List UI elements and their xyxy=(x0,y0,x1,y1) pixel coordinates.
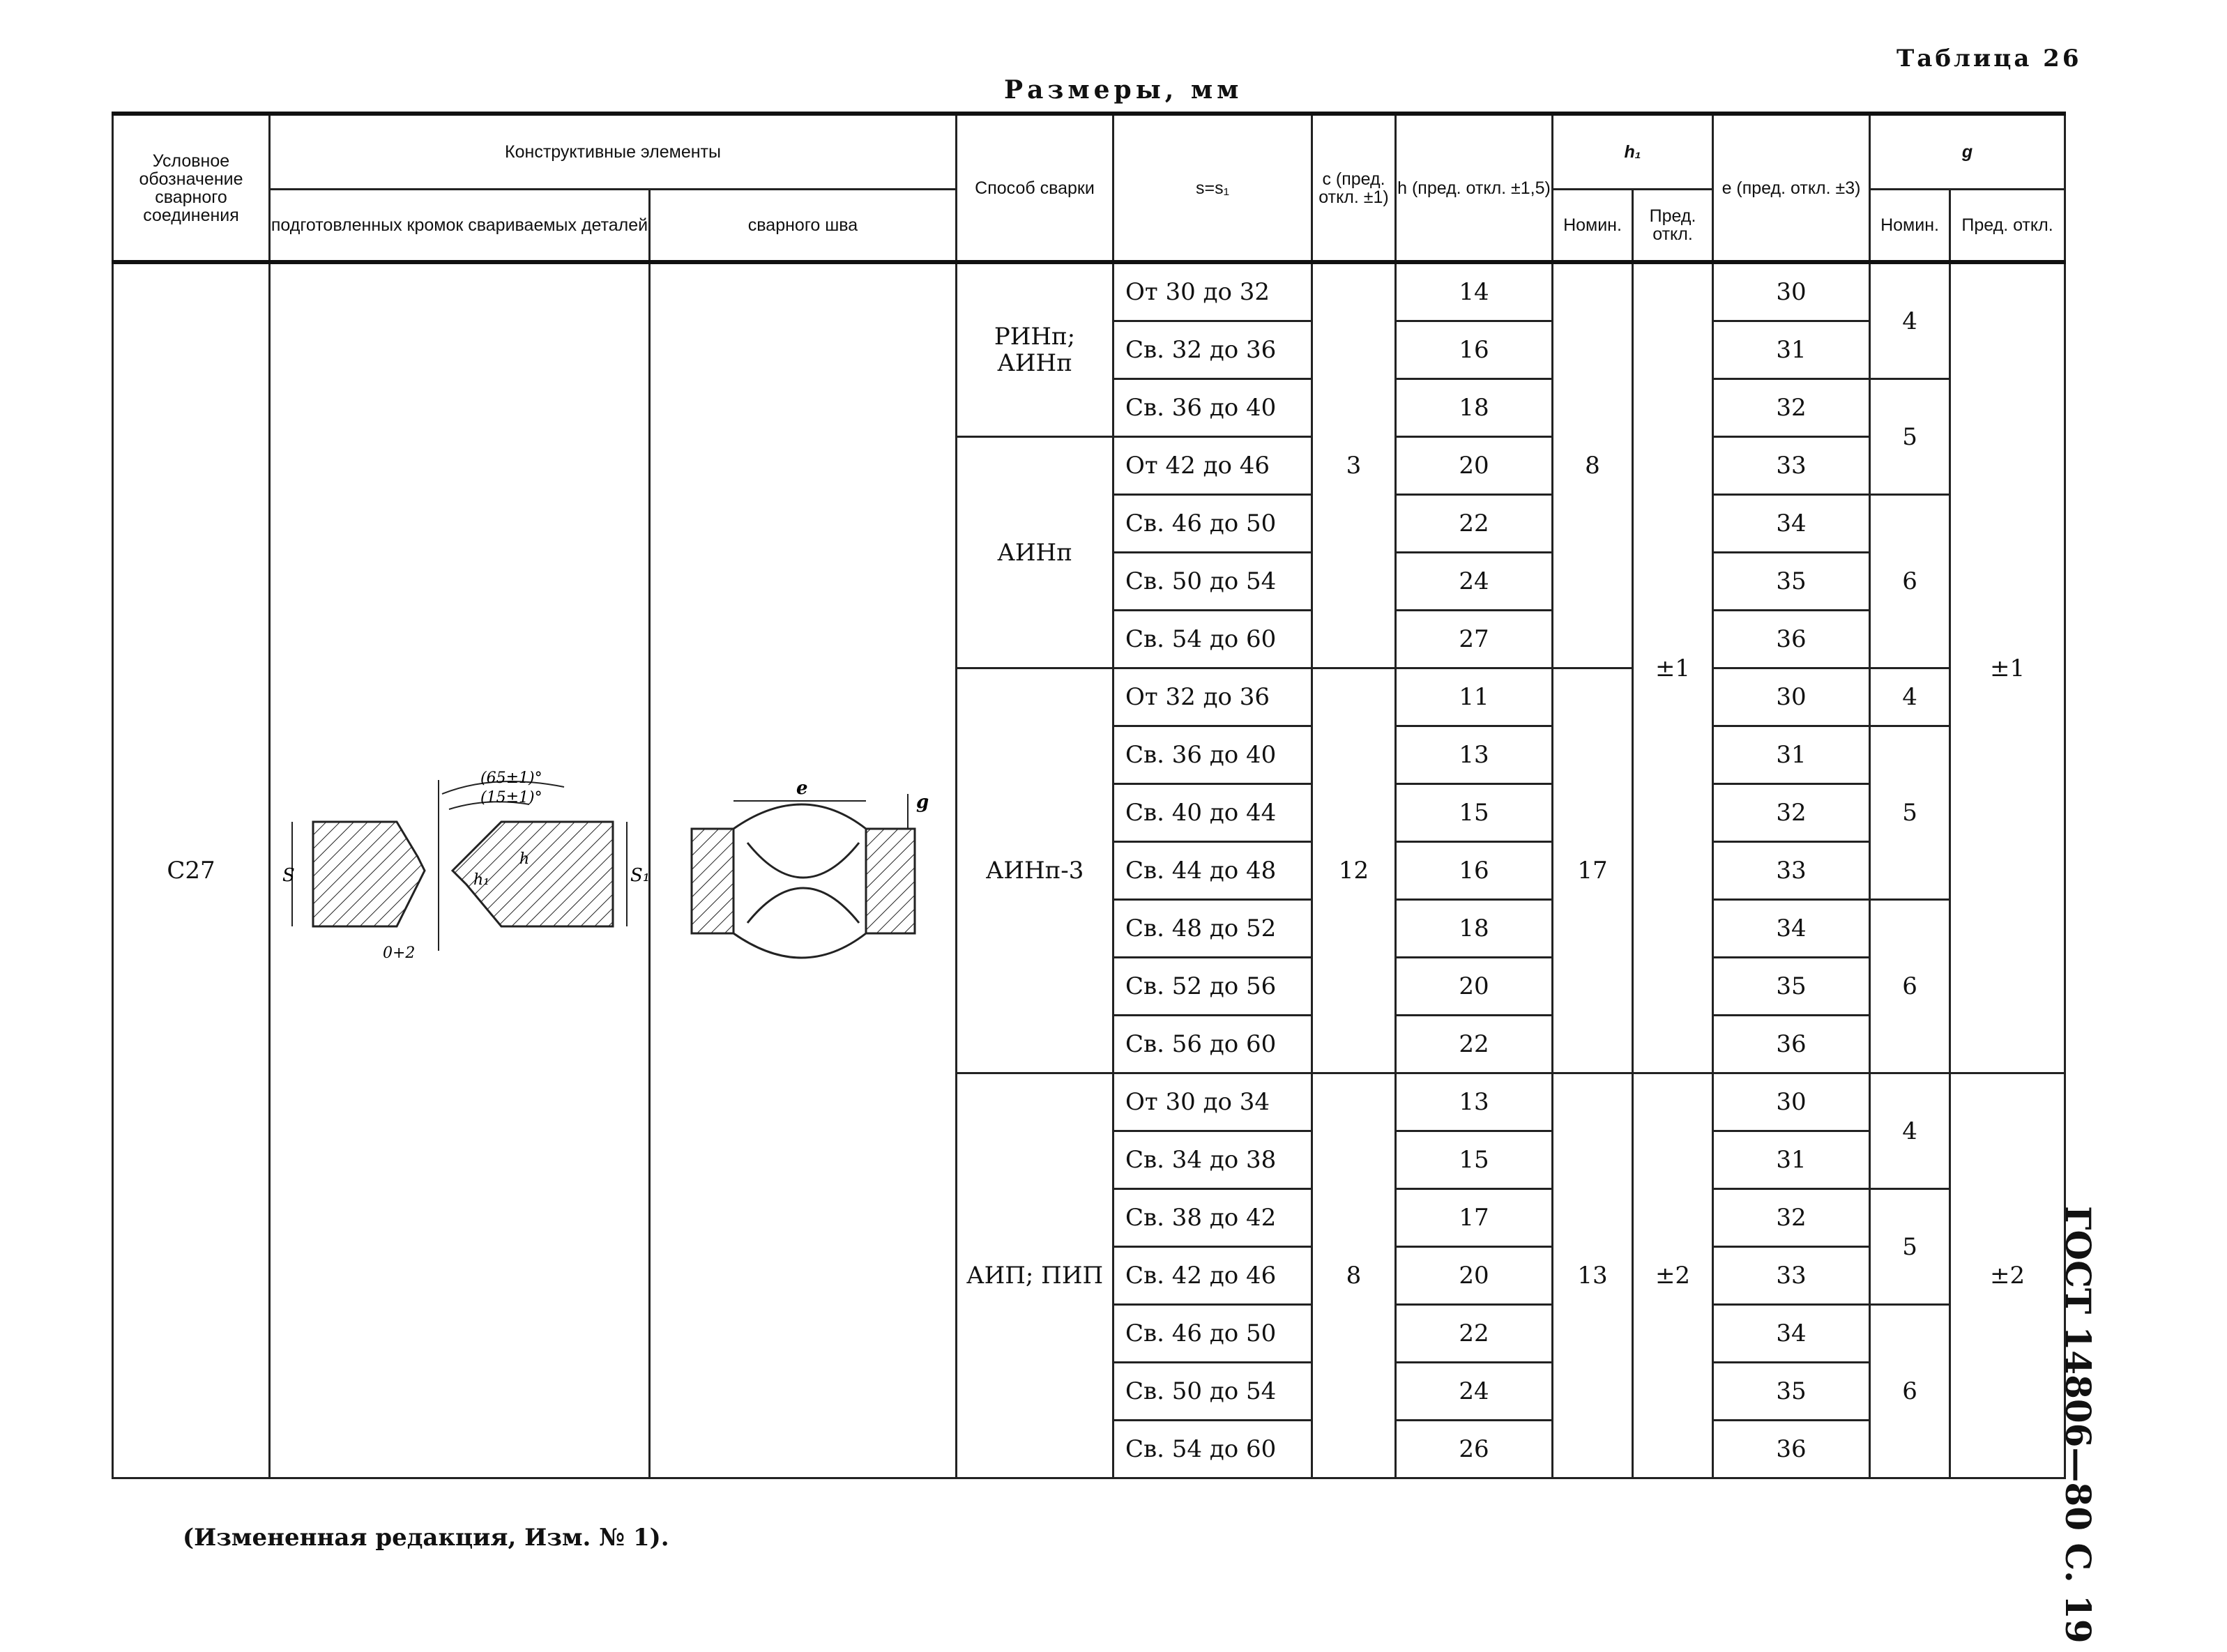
h-value-cell: 22 xyxy=(1396,1016,1553,1073)
h-value-cell: 15 xyxy=(1396,784,1553,842)
s-range-cell: Св. 42 до 46 xyxy=(1114,1247,1312,1305)
e-value-cell: 31 xyxy=(1713,1131,1870,1189)
header-e: e (пред. откл. ±3) xyxy=(1713,114,1870,262)
edges-sketch-cell xyxy=(270,262,650,1478)
header-h: h (пред. откл. ±1,5) xyxy=(1396,114,1553,262)
header-h1: h₁ xyxy=(1553,114,1713,190)
weld-seam-drawing xyxy=(657,766,950,975)
e-value-cell: 34 xyxy=(1713,900,1870,958)
s-range-cell: Св. 44 до 48 xyxy=(1114,842,1312,900)
e-value-cell: 30 xyxy=(1713,668,1870,726)
header-h1-nom: Номин. xyxy=(1553,190,1633,263)
e-value-cell: 36 xyxy=(1713,1421,1870,1478)
e-value-cell: 36 xyxy=(1713,611,1870,668)
sketch-label-gap: 0+2 xyxy=(383,944,416,962)
g-nom-cell: 6 xyxy=(1870,1305,1950,1478)
e-value-cell: 33 xyxy=(1713,842,1870,900)
h-value-cell: 24 xyxy=(1396,553,1553,611)
h-value-cell: 15 xyxy=(1396,1131,1553,1189)
e-value-cell: 30 xyxy=(1713,1073,1870,1131)
e-value-cell: 32 xyxy=(1713,379,1870,437)
h-value-cell: 20 xyxy=(1396,437,1553,495)
g-nom-cell: 5 xyxy=(1870,379,1950,495)
h-value-cell: 17 xyxy=(1396,1189,1553,1247)
e-value-cell: 34 xyxy=(1713,1305,1870,1363)
h1-nom-cell: 8 xyxy=(1553,262,1633,668)
s-range-cell: От 30 до 32 xyxy=(1114,262,1312,321)
method-cell: АИНп-3 xyxy=(957,668,1114,1073)
sketch-label-angle-inner: (15±1)° xyxy=(480,789,542,806)
g-nom-cell: 4 xyxy=(1870,1073,1950,1189)
header-method: Способ сварки xyxy=(957,114,1114,262)
s-range-cell: Св. 36 до 40 xyxy=(1114,379,1312,437)
g-nom-cell: 4 xyxy=(1870,262,1950,379)
s-range-cell: От 30 до 34 xyxy=(1114,1073,1312,1131)
header-s: s=s₁ xyxy=(1114,114,1312,262)
header-g-tol: Пред. откл. xyxy=(1950,190,2065,263)
method-cell: АИП; ПИП xyxy=(957,1073,1114,1478)
s-range-cell: Св. 38 до 42 xyxy=(1114,1189,1312,1247)
c-value-cell: 8 xyxy=(1312,1073,1396,1478)
e-value-cell: 36 xyxy=(1713,1016,1870,1073)
g-nom-cell: 5 xyxy=(1870,1189,1950,1305)
h-value-cell: 13 xyxy=(1396,726,1553,784)
g-nom-cell: 6 xyxy=(1870,900,1950,1073)
h-value-cell: 16 xyxy=(1396,842,1553,900)
h-value-cell: 22 xyxy=(1396,1305,1553,1363)
side-standard-label: ГОСТ 14806—80 С. 19 xyxy=(2058,1206,2099,1644)
s-range-cell: Св. 46 до 50 xyxy=(1114,1305,1312,1363)
e-value-cell: 34 xyxy=(1713,495,1870,553)
g-nom-cell: 6 xyxy=(1870,495,1950,668)
sketch-label-e: e xyxy=(796,778,808,799)
e-value-cell: 31 xyxy=(1713,321,1870,379)
e-value-cell: 32 xyxy=(1713,784,1870,842)
sketch-label-h1: h₁ xyxy=(473,871,489,889)
s-range-cell: От 42 до 46 xyxy=(1114,437,1312,495)
s-range-cell: Св. 48 до 52 xyxy=(1114,900,1312,958)
e-value-cell: 35 xyxy=(1713,958,1870,1016)
table-number: Таблица 26 xyxy=(1897,45,2082,72)
s-range-cell: Св. 46 до 50 xyxy=(1114,495,1312,553)
s-range-cell: Св. 34 до 38 xyxy=(1114,1131,1312,1189)
header-g: g xyxy=(1870,114,2065,190)
h-value-cell: 18 xyxy=(1396,900,1553,958)
c-value-cell: 12 xyxy=(1312,668,1396,1073)
h-value-cell: 11 xyxy=(1396,668,1553,726)
g-tol-cell: ±1 xyxy=(1950,262,2065,1073)
method-cell: АИНп xyxy=(957,437,1114,668)
s-range-cell: Св. 56 до 60 xyxy=(1114,1016,1312,1073)
h-value-cell: 24 xyxy=(1396,1363,1553,1421)
h1-tol-cell: ±2 xyxy=(1633,1073,1713,1478)
h-value-cell: 26 xyxy=(1396,1421,1553,1478)
sketch-label-s: S xyxy=(282,865,295,886)
sketch-label-s1: S₁ xyxy=(630,865,651,886)
e-value-cell: 31 xyxy=(1713,726,1870,784)
h-value-cell: 20 xyxy=(1396,1247,1553,1305)
h1-nom-cell: 17 xyxy=(1553,668,1633,1073)
c-value-cell: 3 xyxy=(1312,262,1396,668)
e-value-cell: 33 xyxy=(1713,1247,1870,1305)
h-value-cell: 18 xyxy=(1396,379,1553,437)
header-g-nom: Номин. xyxy=(1870,190,1950,263)
s-range-cell: Св. 50 до 54 xyxy=(1114,553,1312,611)
header-weld: сварного шва xyxy=(650,190,957,263)
s-range-cell: Св. 54 до 60 xyxy=(1114,611,1312,668)
weld-dimensions-table xyxy=(112,112,2066,1479)
method-cell: РИНп; АИНп xyxy=(957,262,1114,437)
header-edges: подготовленных кромок свариваемых деталей xyxy=(270,190,650,263)
g-nom-cell: 4 xyxy=(1870,668,1950,726)
sketch-label-angle-outer: (65±1)° xyxy=(480,770,542,787)
h-value-cell: 13 xyxy=(1396,1073,1553,1131)
header-c: c (пред. откл. ±1) xyxy=(1312,114,1396,262)
s-range-cell: Св. 36 до 40 xyxy=(1114,726,1312,784)
s-range-cell: Св. 52 до 56 xyxy=(1114,958,1312,1016)
s-range-cell: Св. 32 до 36 xyxy=(1114,321,1312,379)
s-range-cell: Св. 50 до 54 xyxy=(1114,1363,1312,1421)
e-value-cell: 32 xyxy=(1713,1189,1870,1247)
h-value-cell: 16 xyxy=(1396,321,1553,379)
e-value-cell: 35 xyxy=(1713,553,1870,611)
dimensions-caption: Размеры, мм xyxy=(1004,75,1243,105)
s-range-cell: Св. 40 до 44 xyxy=(1114,784,1312,842)
weld-sketch-cell xyxy=(650,262,957,1478)
header-construct: Конструктивные элементы xyxy=(270,114,957,190)
e-value-cell: 33 xyxy=(1713,437,1870,495)
sketch-label-h: h xyxy=(519,850,530,868)
joint-code: С27 xyxy=(113,262,270,1478)
h-value-cell: 14 xyxy=(1396,262,1553,321)
s-range-cell: От 32 до 36 xyxy=(1114,668,1312,726)
h-value-cell: 27 xyxy=(1396,611,1553,668)
s-range-cell: Св. 54 до 60 xyxy=(1114,1421,1312,1478)
sketch-label-g: g xyxy=(915,792,929,813)
e-value-cell: 30 xyxy=(1713,262,1870,321)
footnote: (Измененная редакция, Изм. № 1). xyxy=(183,1524,669,1552)
g-nom-cell: 5 xyxy=(1870,726,1950,900)
g-tol-cell: ±2 xyxy=(1950,1073,2065,1478)
h1-nom-cell: 13 xyxy=(1553,1073,1633,1478)
e-value-cell: 35 xyxy=(1713,1363,1870,1421)
h1-tol-cell: ±1 xyxy=(1633,262,1713,1073)
edge-preparation-drawing xyxy=(271,766,651,975)
h-value-cell: 20 xyxy=(1396,958,1553,1016)
h-value-cell: 22 xyxy=(1396,495,1553,553)
header-designation: Условное обозначение сварного соединения xyxy=(113,114,270,262)
header-h1-tol: Пред. откл. xyxy=(1633,190,1713,263)
